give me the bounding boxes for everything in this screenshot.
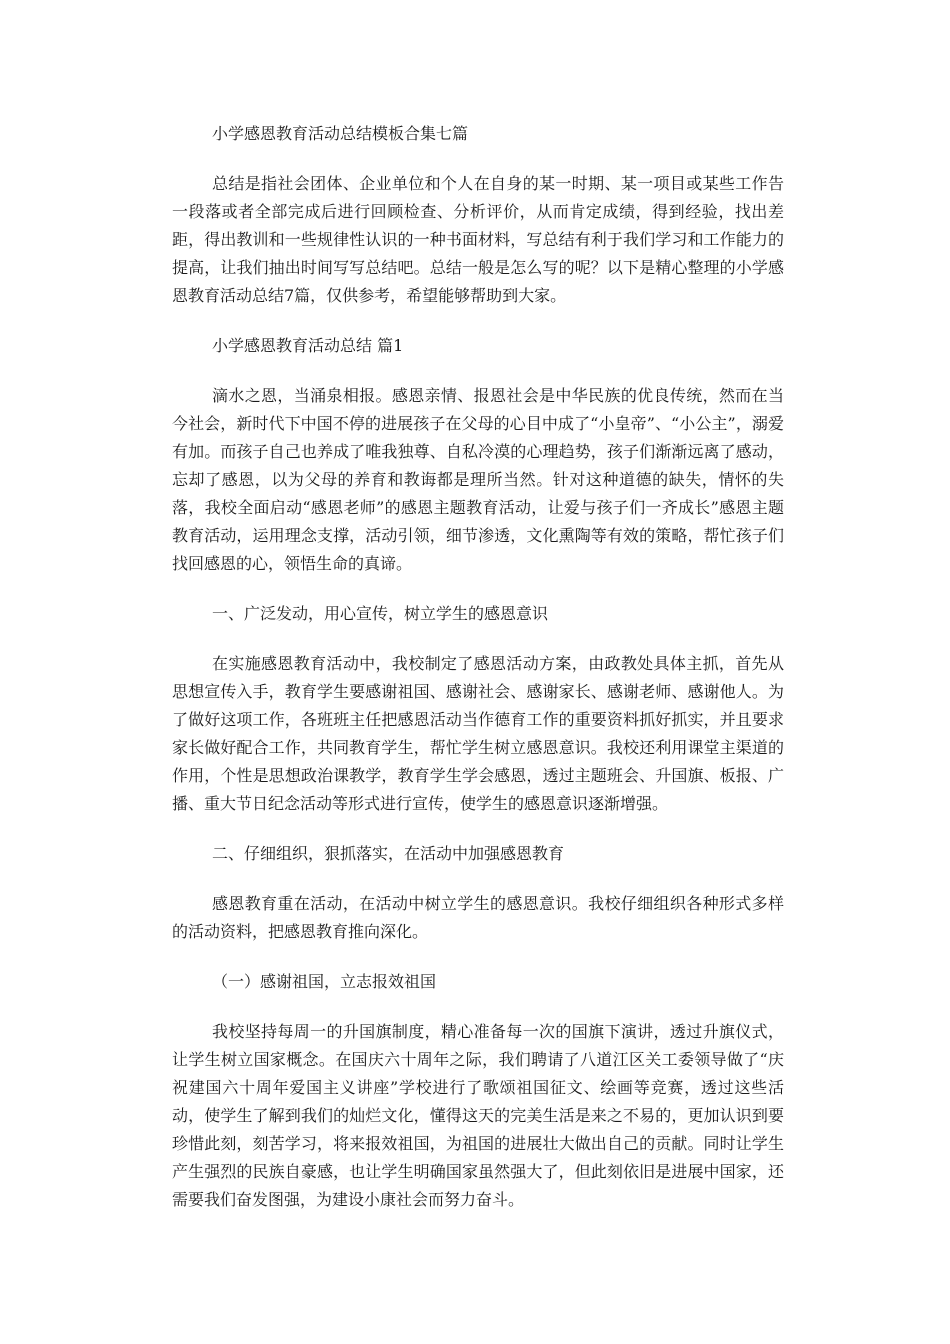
heading-1: 一、广泛发动，用心宣传，树立学生的感恩意识 <box>212 604 549 623</box>
heading-2: 二、仔细组织，狠抓落实，在活动中加强感恩教育 <box>212 844 565 863</box>
body-paragraph-3: 感恩教育重在活动，在活动中树立学生的感恩意识。我校仔细组织各种形式多样的活动资料，把感恩教育推向深化。 <box>172 894 784 941</box>
subheading-1: （一）感谢祖国，立志报效祖国 <box>212 972 437 991</box>
document-body <box>172 120 784 1236</box>
section-title: 小学感恩教育活动总结 篇1 <box>212 336 404 355</box>
body-paragraph-2: 在实施感恩教育活动中，我校制定了感恩活动方案，由政教处具体主抓，首先从思想宣传入手，教育学生要感谢祖国、感谢社会、感谢家长、感谢老师、感谢他人。为了做好这项工作，各班班主任把感恩活动当作德育工作的重要资料抓好抓实，并且要求家长做好配合工作，共同教育学生，帮忙学生树立感恩意识。我校还利用课堂主渠道的作用，个性是思想政治课教学，教育学生学会感恩，透过主题班会、升国旗、板报、广播、重大节日纪念活动等形式进行宣传，使学生的感恩意识逐渐增强。 <box>172 654 784 813</box>
body-paragraph-1: 滴水之恩，当涌泉相报。感恩亲情、报恩社会是中华民族的优良传统，然而在当今社会，新时代下中国不停的进展孩子在父母的心目中成了“小皇帝”、“小公主”，溺爱有加。而孩子自己也养成了唯我独尊、自私冷漠的心理趋势，孩子们渐渐远离了感动，忘却了感恩，以为父母的养育和教诲都是理所当然。针对这种道德的缺失，情怀的失落，我校全面启动“感恩老师”的感恩主题教育活动，让爱与孩子们一齐成长”感恩主题教育活动，运用理念支撑，活动引领，细节渗透，文化熏陶等有效的策略，帮忙孩子们找回感恩的心，领悟生命的真谛。 <box>172 386 784 573</box>
document-title: 小学感恩教育活动总结模板合集七篇 <box>212 124 469 143</box>
body-paragraph-4: 我校坚持每周一的升国旗制度，精心准备每一次的国旗下演讲，透过升旗仪式，让学生树立国家概念。在国庆六十周年之际，我们聘请了八道江区关工委领导做了“庆祝建国六十周年爱国主义讲座”学校进行了歌颂祖国征文、绘画等竞赛，透过这些活动，使学生了解到我们的灿烂文化，懂得这天的完美生活是来之不易的，更加认识到要珍惜此刻，刻苦学习，将来报效祖国，为祖国的进展壮大做出自己的贡献。同时让学生产生强烈的民族自豪感，也让学生明确国家虽然强大了，但此刻依旧是进展中国家，还需要我们奋发图强，为建设小康社会而努力奋斗。 <box>172 1022 784 1209</box>
intro-paragraph: 总结是指社会团体、企业单位和个人在自身的某一时期、某一项目或某些工作告一段落或者全部完成后进行回顾检查、分析评价，从而肯定成绩，得到经验，找出差距，得出教训和一些规律性认识的一种书面材料，写总结有利于我们学习和工作能力的提高，让我们抽出时间写写总结吧。总结一般是怎么写的呢？以下是精心整理的小学感恩教育活动总结7篇，仅供参考，希望能够帮助到大家。 <box>172 174 784 305</box>
